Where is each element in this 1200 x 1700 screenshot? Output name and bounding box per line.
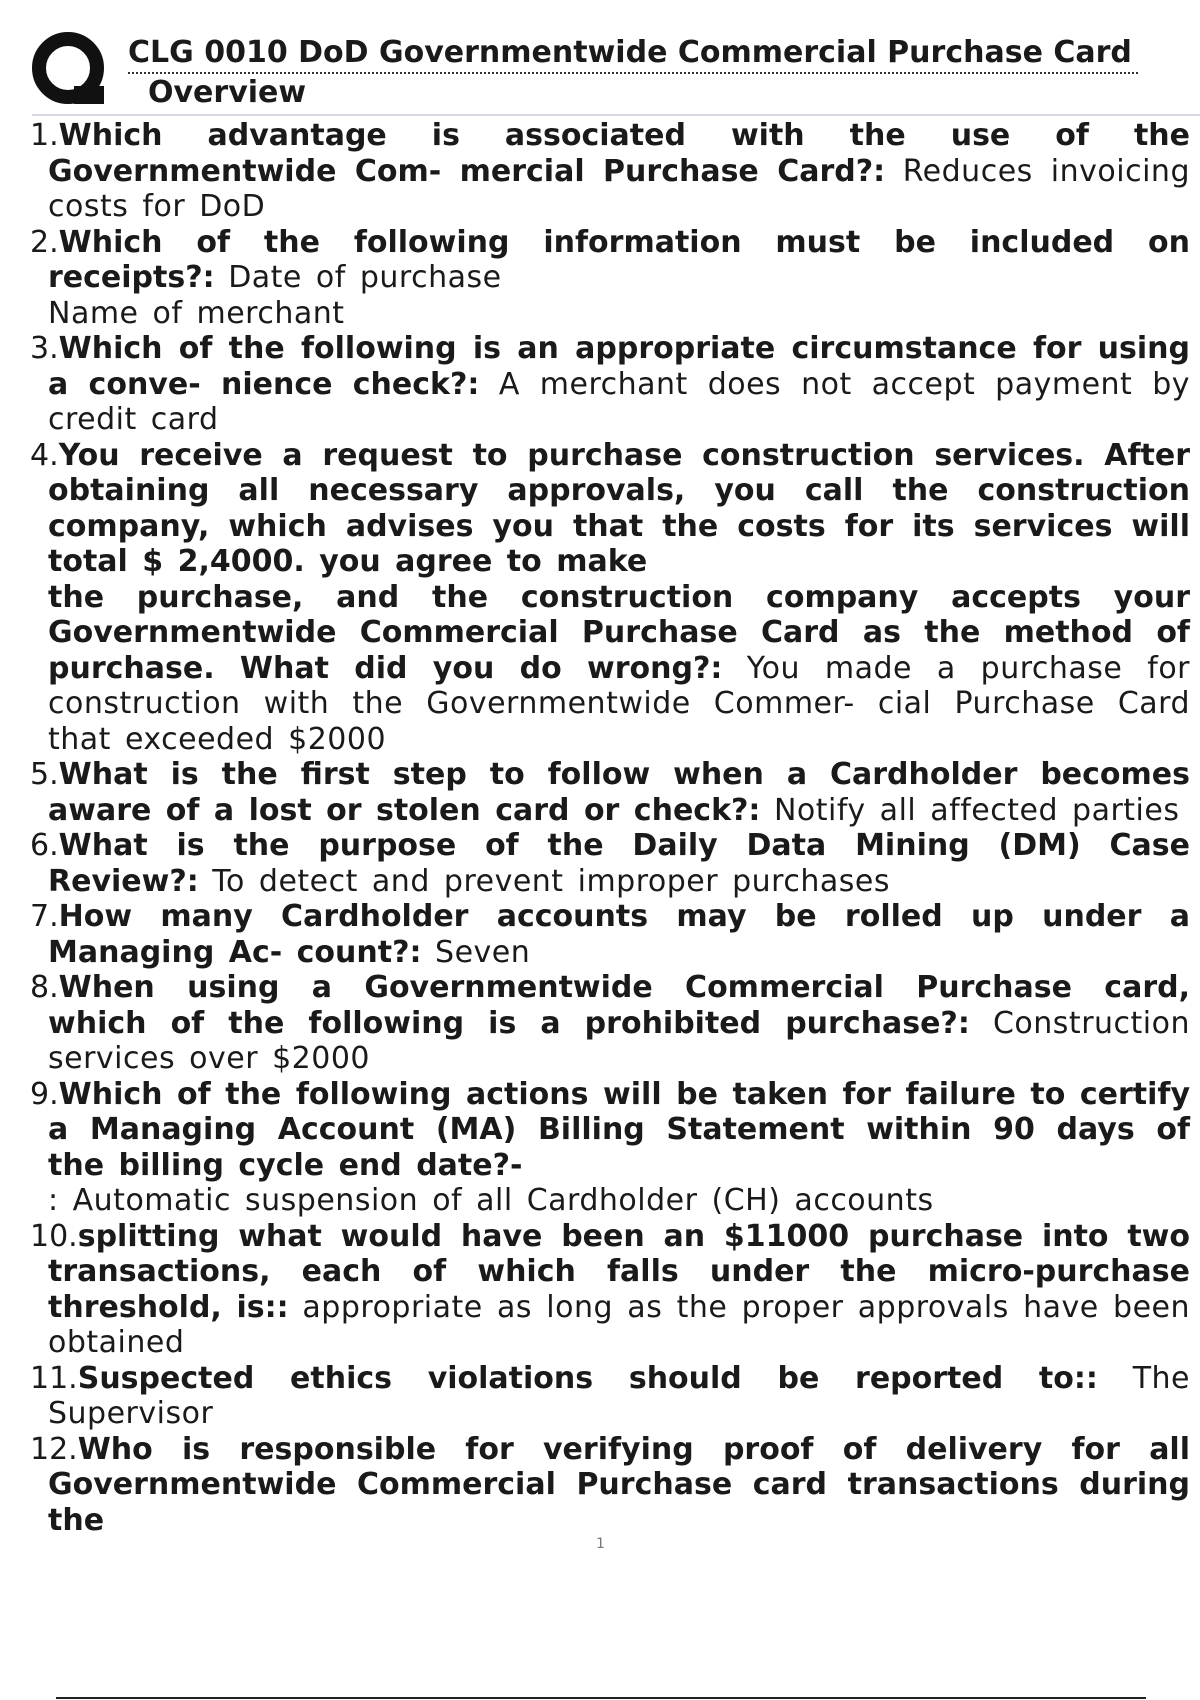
question-number: 1. [30, 118, 59, 153]
question-number: 7. [30, 899, 59, 934]
question-number: 2. [30, 224, 59, 260]
question-number: 10. [30, 1218, 78, 1254]
question-text: Who is responsible for verifying proof of delivery for all Governmentwide Commercial Purchase card transactions during the [48, 1431, 1190, 1538]
question-number: 12. [30, 1431, 78, 1467]
question-number: 9. [30, 1076, 59, 1112]
question-number: 6. [30, 828, 59, 863]
question-text: Which of the following is an appropriate circumstance for using a conve- nience check?: [48, 331, 1190, 402]
question-text: Suspected ethics violations should be reported to:: [77, 1360, 1098, 1396]
q-logo-icon [30, 30, 110, 110]
answer-text: Date of purchase Name of merchant [48, 260, 502, 331]
question-list [30, 118, 1190, 1538]
question-number: 4. [30, 437, 59, 473]
header-divider [32, 114, 1200, 116]
list-item [30, 828, 1190, 899]
page-number: 1 [596, 1536, 605, 1552]
list-item [30, 1077, 1190, 1219]
answer-text: Reduces invoicing costs for DoD [48, 153, 1190, 224]
question-number: 3. [30, 331, 59, 366]
list-item [30, 970, 1190, 1077]
list-item [30, 757, 1190, 828]
title-line-1: CLG 0010 DoD Governmentwide Commercial Purchase Card [128, 34, 1138, 74]
title-line-2: Overview [148, 75, 307, 110]
footer-divider [56, 1697, 1146, 1699]
list-item [30, 118, 1190, 225]
question-text: How many Cardholder accounts may be rolled up under a Managing Ac- count?: [48, 899, 1190, 970]
question-number: 8. [30, 970, 59, 1005]
question-text: When using a Governmentwide Commercial Purchase card, which of the following is a prohibited purchase?: [48, 970, 1190, 1041]
answer-text: To detect and prevent improper purchases [212, 863, 890, 899]
list-item [30, 1361, 1190, 1432]
answer-text: Notify all affected parties [773, 792, 1180, 828]
answer-text: Construction services over $2000 [48, 1005, 1190, 1076]
question-text: What is the purpose of the Daily Data Mining (DM) Case Review?: [48, 828, 1190, 899]
list-item [30, 438, 1190, 758]
answer-text: appropriate as long as the proper approvals have been obtained [48, 1289, 1190, 1360]
question-text: Which advantage is associated with the use of the Governmentwide Com- mercial Purchase Card?: [48, 118, 1190, 189]
list-item [30, 225, 1190, 332]
question-text: You receive a request to purchase construction services. After obtaining all necessary approvals, you call the construction company, which advises you that the costs for its services will total $ 2,4000. you agree to make the purchase, and the construction company accepts your Governmentwide Commercial Purchase Card as the method of purchase. What did you do wrong?: [48, 437, 1190, 686]
page-title [128, 34, 1158, 112]
question-text: Which of the following actions will be taken for failure to certify a Managing Account (MA) Billing Statement within 90 days of the billing cycle end date?- [48, 1076, 1190, 1183]
question-number: 11. [30, 1360, 78, 1396]
answer-text: You made a purchase for construction with the Governmentwide Commer- cial Purchase Card that exceeded $2000 [48, 650, 1191, 757]
question-text: Which of the following information must be included on receipts?: [48, 224, 1190, 295]
list-item [30, 331, 1190, 438]
answer-text: A merchant does not accept payment by credit card [48, 366, 1191, 437]
list-item [30, 1219, 1190, 1361]
list-item [30, 899, 1190, 970]
list-item [30, 1432, 1190, 1539]
answer-text: : Automatic suspension of all Cardholder (CH) accounts [48, 1183, 934, 1218]
question-number: 5. [30, 757, 59, 792]
question-text: splitting what would have been an $11000 purchase into two transactions, each of which falls under the micro-purchase threshold, is:: [48, 1218, 1190, 1325]
answer-text: The Supervisor [48, 1360, 1190, 1431]
answer-text: Seven [435, 934, 531, 970]
question-text: What is the first step to follow when a Cardholder becomes aware of a lost or stolen card or check?: [48, 757, 1190, 828]
